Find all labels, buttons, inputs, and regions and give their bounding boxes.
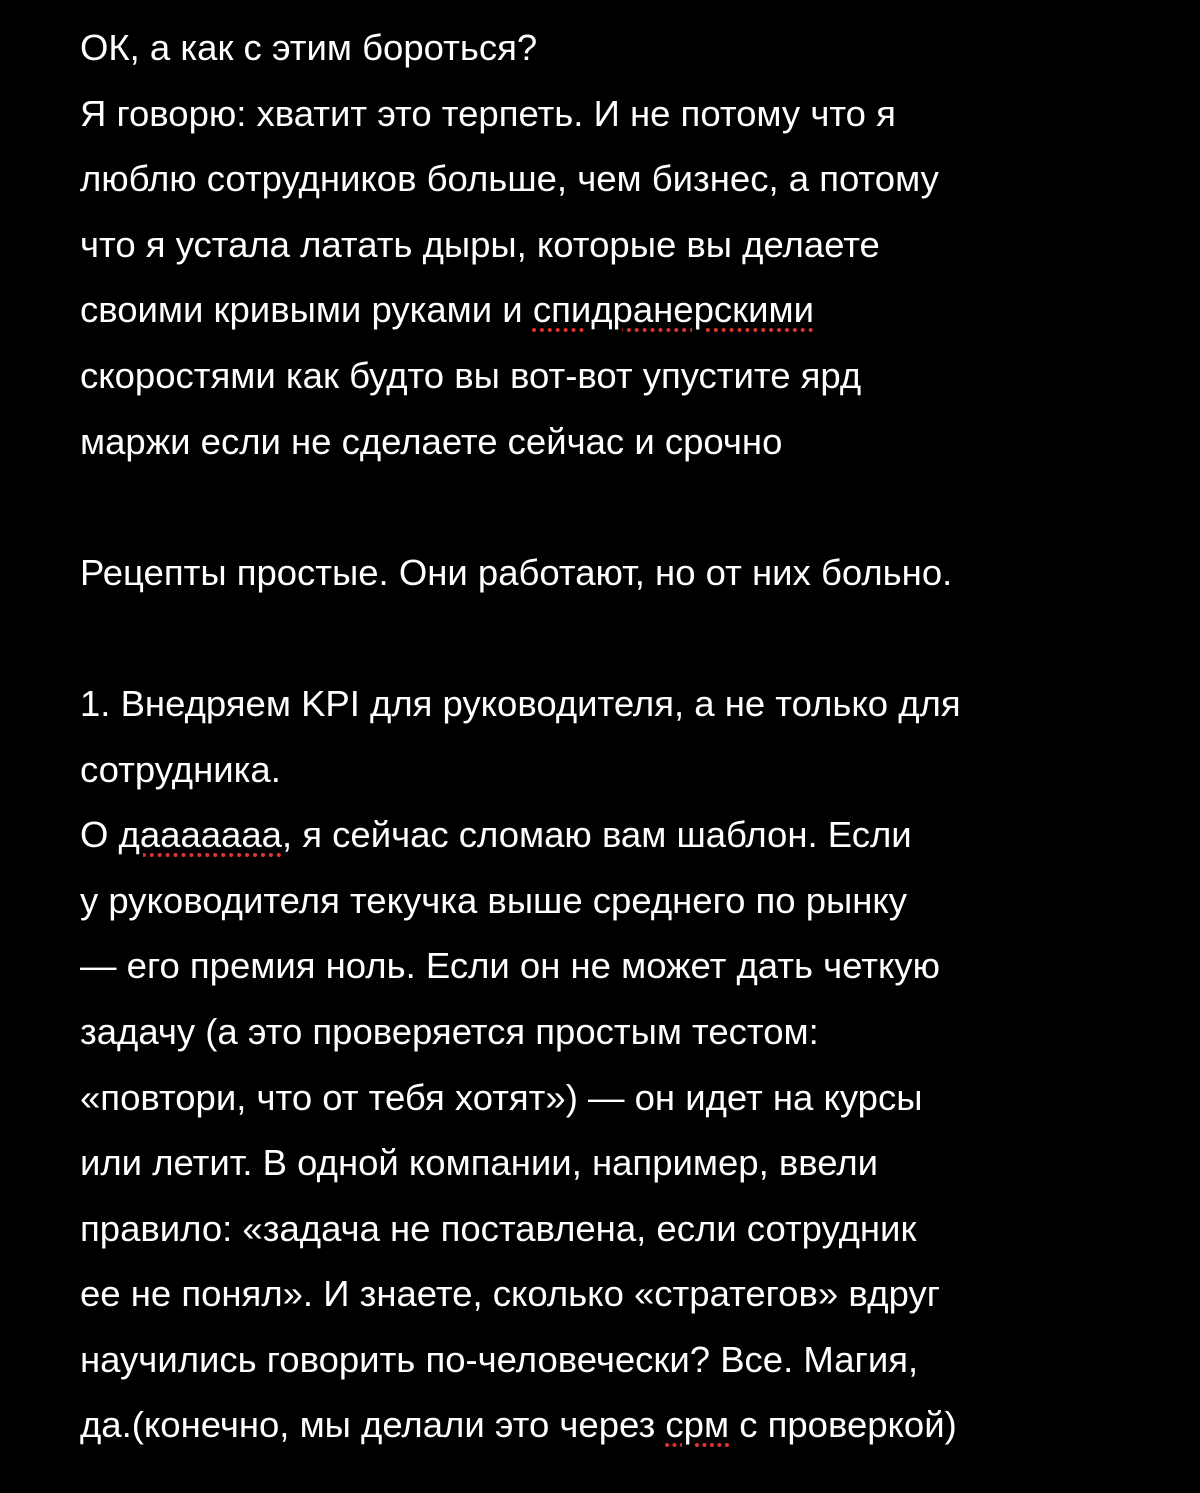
text-line: у руководителя текучка выше среднего по рынку: [80, 879, 908, 921]
misspelled-word[interactable]: спидранерскими: [532, 289, 814, 331]
text-line: «повтори, что от тебя хотят») — он идет на курсы: [80, 1076, 923, 1118]
text-line: [80, 277, 1180, 343]
blank-line: [80, 474, 1180, 540]
text-line: правило: «задача не поставлена, если сотрудник: [80, 1207, 917, 1249]
text-line: научились говорить по-человечески? Все. Магия,: [80, 1338, 919, 1380]
text-line: или летит. В одной компании, например, ввели: [80, 1142, 879, 1184]
text-segment: да.(конечно, мы делали это через: [80, 1404, 666, 1446]
text-line: 1. Внедряем KPI для руководителя, а не только для: [80, 682, 961, 724]
blank-line: [80, 605, 1180, 671]
misspelled-word[interactable]: дааааааа: [118, 814, 282, 856]
text-segment: своими кривыми руками и: [80, 289, 533, 331]
text-line: [80, 1392, 1180, 1458]
note-text-body[interactable]: [80, 15, 1180, 1458]
text-line: — его премия ноль. Если он не может дать четкую: [80, 945, 940, 987]
text-line: сотрудника.: [80, 748, 281, 790]
text-line: ее не понял». И знаете, сколько «стратегов» вдруг: [80, 1273, 941, 1315]
text-line: что я устала латать дыры, которые вы делаете: [80, 223, 880, 265]
text-line: ОК, а как с этим бороться?: [80, 27, 538, 68]
text-line: [80, 802, 1180, 868]
text-line: люблю сотрудников больше, чем бизнес, а потому: [80, 158, 939, 200]
text-segment: с проверкой): [729, 1404, 957, 1446]
text-line: скоростями как будто вы вот-вот упустите ярд: [80, 354, 862, 396]
text-segment: О: [80, 814, 119, 856]
text-line: Я говорю: хватит это терпеть. И не потому что я: [80, 92, 896, 134]
text-line: маржи если не сделаете сейчас и срочно: [80, 420, 783, 462]
text-segment: , я сейчас сломаю вам шаблон. Если: [281, 814, 912, 856]
misspelled-word[interactable]: срм: [665, 1404, 730, 1446]
text-line: Рецепты простые. Они работают, но от них больно.: [80, 551, 953, 593]
text-line: задачу (а это проверяется простым тестом:: [80, 1010, 819, 1052]
